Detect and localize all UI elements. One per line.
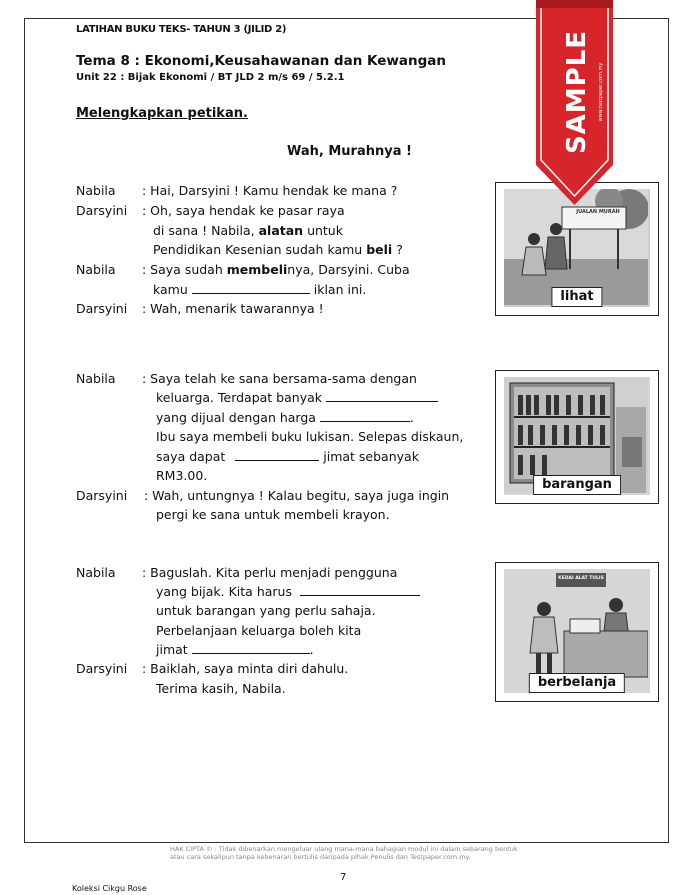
- dialogue-line: untuk barangan yang perlu sahaja.: [156, 603, 376, 618]
- bold-word: beli: [366, 242, 393, 257]
- answer-blank[interactable]: [326, 390, 438, 402]
- text: keluarga. Terdapat banyak: [156, 390, 322, 405]
- text: Pendidikan Kesenian sudah kamu: [153, 242, 363, 257]
- dialogue-line: : Oh, saya hendak ke pasar raya: [142, 203, 345, 218]
- dialogue-line: : Baiklah, saya minta diri dahulu.: [142, 661, 349, 676]
- dialogue-line: [156, 449, 419, 464]
- sample-watermark-text: SAMPLE: [562, 29, 592, 155]
- collection-credit: Koleksi Cikgu Rose: [72, 884, 147, 893]
- dialogue-line: Terima kasih, Nabila.: [156, 681, 286, 696]
- picture-label: lihat: [551, 287, 602, 307]
- dialogue-line: Ibu saya membeli buku lukisan. Selepas diskaun,: [156, 429, 464, 444]
- picture-berbelanja: [495, 562, 659, 702]
- dialogue-line: : Wah, menarik tawarannya !: [142, 301, 324, 316]
- unit-line: Unit 22 : Bijak Ekonomi / BT JLD 2 m/s 69 / 5.2.1: [76, 72, 345, 83]
- answer-blank[interactable]: [192, 282, 310, 294]
- speaker-label: Darsyini: [76, 488, 128, 503]
- dialogue-line: pergi ke sana untuk membeli krayon.: [156, 507, 390, 522]
- dialogue-line: [153, 223, 343, 238]
- speaker-label: Nabila: [76, 565, 116, 580]
- text: untuk: [307, 223, 343, 238]
- text: .: [309, 642, 314, 657]
- page-number: 7: [340, 872, 347, 883]
- dialogue-line: : Wah, untungnya ! Kalau begitu, saya juga ingin: [144, 488, 450, 503]
- speaker-label: Nabila: [76, 371, 116, 386]
- picture-barangan: [495, 370, 659, 504]
- answer-blank[interactable]: [300, 584, 420, 596]
- bold-word: alatan: [258, 223, 304, 238]
- sample-watermark-url: www.testpaper.com.my: [598, 62, 604, 122]
- dialogue-line: [156, 584, 420, 599]
- speaker-label: Darsyini: [76, 661, 128, 676]
- book-header: LATIHAN BUKU TEKS- TAHUN 3 (JILID 2): [76, 24, 287, 35]
- dialogue-line: : Saya telah ke sana bersama-sama dengan: [142, 371, 417, 386]
- theme-title: Tema 8 : Ekonomi,Keusahawanan dan Kewangan: [76, 53, 446, 69]
- dialogue-line: [153, 242, 403, 257]
- text: jimat sebanyak: [323, 449, 419, 464]
- text: .: [409, 410, 414, 425]
- text: saya dapat: [156, 449, 226, 464]
- speaker-label: Darsyini: [76, 203, 128, 218]
- text: di sana ! Nabila,: [153, 223, 255, 238]
- text: kamu: [153, 282, 188, 297]
- shop-sign-text: KEDAI ALAT TULIS: [558, 576, 604, 581]
- text: iklan ini.: [313, 282, 367, 297]
- text: ?: [396, 242, 403, 257]
- text: yang bijak. Kita harus: [156, 584, 292, 599]
- dialogue-line: [142, 262, 410, 277]
- text: jimat: [156, 642, 188, 657]
- passage-title: Wah, Murahnya !: [287, 144, 412, 159]
- advert-sign-text: JUALAN MURAH: [576, 209, 620, 215]
- picture-label: berbelanja: [529, 673, 625, 693]
- text: nya, Darsyini. Cuba: [287, 262, 410, 277]
- text: : Saya sudah: [142, 262, 223, 277]
- answer-blank[interactable]: [192, 642, 310, 654]
- dialogue-line: : Hai, Darsyini ! Kamu hendak ke mana ?: [142, 183, 398, 198]
- answer-blank[interactable]: [320, 410, 410, 422]
- text: yang dijual dengan harga: [156, 410, 316, 425]
- picture-label: barangan: [533, 475, 621, 495]
- dialogue-line: [153, 282, 366, 297]
- speaker-label: Nabila: [76, 183, 116, 198]
- dialogue-line: [156, 390, 438, 405]
- answer-blank[interactable]: [235, 449, 319, 461]
- copyright-notice: HAK CIPTA © : Tidak dibenarkan mengeluar ulang mana-mana bahagian modul ini dalam sebarang bentuk atau cara sekalipun tanpa kebenaran bertulis daripada pihak Penulis dan Testpaper.com.my.: [170, 845, 518, 861]
- dialogue-line: Perbelanjaan keluarga boleh kita: [156, 623, 362, 638]
- speaker-label: Darsyini: [76, 301, 128, 316]
- dialogue-line: [156, 642, 314, 657]
- bold-word: membeli: [226, 262, 288, 277]
- dialogue-line: [156, 410, 414, 425]
- instruction: Melengkapkan petikan.: [76, 106, 248, 121]
- dialogue-line: : Baguslah. Kita perlu menjadi pengguna: [142, 565, 398, 580]
- speaker-label: Nabila: [76, 262, 116, 277]
- dialogue-line: RM3.00.: [156, 468, 208, 483]
